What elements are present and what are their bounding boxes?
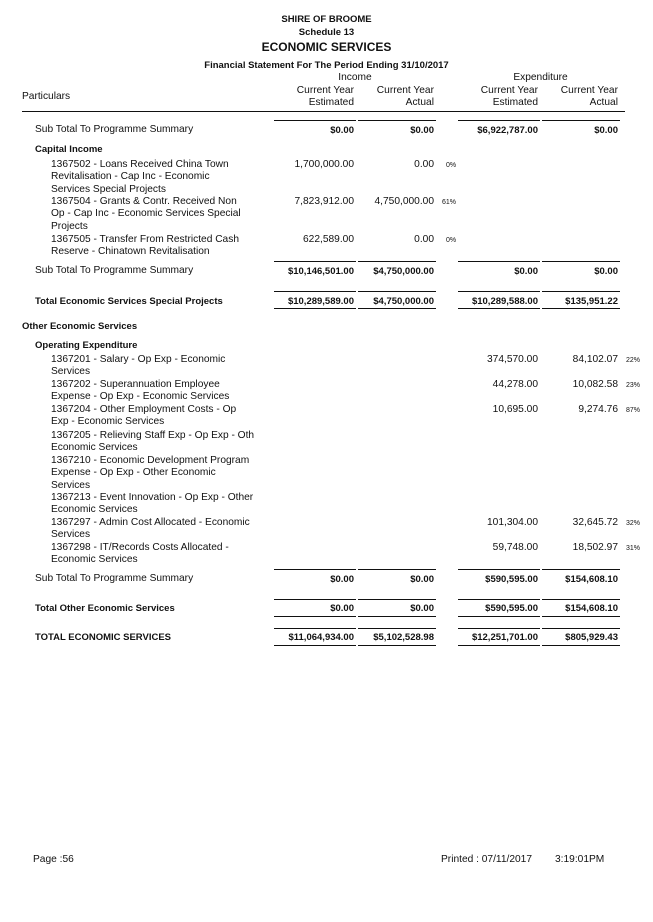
expenditure-header: Expenditure	[513, 72, 568, 83]
rule	[274, 291, 356, 292]
opex-row-label: 1367298 - IT/Records Costs Allocated - Economic Services	[51, 542, 229, 566]
period-title: Financial Statement For The Period Ending 31/10/2017	[204, 60, 449, 71]
rule	[542, 291, 620, 292]
org-name: SHIRE OF BROOME	[281, 14, 372, 25]
capital-row-label: 1367504 - Grants & Contr. Received Non Op - Cap Inc - Economic Services Special Projects	[51, 196, 241, 232]
opex-row-exp-est: 59,748.00	[492, 542, 538, 553]
exp-est-value: $12,251,701.00	[471, 632, 538, 643]
rule	[358, 120, 436, 121]
opex-row-pct: 22%	[626, 357, 641, 364]
rule	[358, 261, 436, 262]
capital-row-label: 1367505 - Transfer From Restricted Cash Reserve - Chinatown Revitalisation	[51, 234, 239, 258]
rule	[542, 308, 620, 309]
inc-est-value: $0.00	[330, 603, 354, 614]
particulars-header: Particulars	[22, 91, 71, 102]
rule	[542, 616, 620, 617]
opex-row-pct: 32%	[626, 520, 641, 527]
rule	[358, 569, 436, 570]
printed-date: Printed : 07/11/2017	[441, 854, 533, 865]
inc-act-header-line2: Actual	[405, 97, 434, 108]
capital-row-label: 1367502 - Loans Received China Town Revitalisation - Cap Inc - Economic Services Special Projects	[51, 159, 229, 195]
capital-row-inc-est: 1,700,000.00	[294, 159, 354, 170]
opex-row-label: 1367201 - Salary - Op Exp - Economic Services	[51, 354, 226, 378]
exp-est-value: $0.00	[514, 266, 538, 277]
inc-act-header-line1: Current Year	[376, 85, 434, 96]
exp-est-header-line1: Current Year	[480, 85, 538, 96]
exp-act-value: $805,929.43	[565, 632, 618, 643]
opex-row-exp-act: 84,102.07	[572, 354, 618, 365]
section-title: ECONOMIC SERVICES	[261, 40, 392, 54]
rule	[358, 291, 436, 292]
exp-act-value: $0.00	[594, 125, 618, 136]
opex-row-exp-est: 44,278.00	[492, 379, 538, 390]
schedule-label: Schedule 13	[298, 27, 355, 38]
opex-row-exp-est: 374,570.00	[487, 354, 538, 365]
rule	[458, 120, 540, 121]
rule	[542, 628, 620, 629]
exp-act-value: $135,951.22	[565, 296, 618, 307]
rule	[542, 120, 620, 121]
rule	[458, 645, 540, 646]
rule	[358, 599, 436, 600]
exp-est-value: $590,595.00	[485, 574, 538, 585]
opex-title: Operating Expenditure	[35, 340, 138, 351]
opex-row-exp-est: 10,695.00	[492, 404, 538, 415]
exp-est-value: $10,289,588.00	[471, 296, 538, 307]
opex-row-label: 1367210 - Economic Development Program Expense - Op Exp - Other Economic Services	[51, 455, 250, 491]
rule	[274, 599, 356, 600]
capital-row-inc-act: 0.00	[414, 159, 434, 170]
opex-row-pct: 87%	[626, 407, 641, 414]
capital-row-pct: 0%	[446, 162, 457, 169]
exp-est-value: $590,595.00	[485, 603, 538, 614]
opex-row-label: 1367204 - Other Employment Costs - Op Exp - Economic Services	[51, 404, 237, 428]
rule	[358, 628, 436, 629]
exp-est-value: $6,922,787.00	[477, 125, 538, 136]
opex-row-label: 1367205 - Relieving Staff Exp - Op Exp - Oth Economic Services	[51, 430, 255, 454]
exp-act-value: $154,608.10	[565, 603, 618, 614]
exp-act-value: $154,608.10	[565, 574, 618, 585]
inc-act-value: $0.00	[410, 574, 434, 585]
capital-row-pct: 0%	[446, 237, 457, 244]
rule	[274, 308, 356, 309]
row-label: Total Economic Services Special Projects	[35, 296, 223, 307]
rule	[458, 616, 540, 617]
capital-row-inc-est: 622,589.00	[303, 234, 354, 245]
rule	[358, 308, 436, 309]
inc-act-value: $4,750,000.00	[373, 266, 434, 277]
row-label: Sub Total To Programme Summary	[35, 265, 194, 276]
exp-act-value: $0.00	[594, 266, 618, 277]
opex-row-pct: 31%	[626, 545, 641, 552]
rule	[458, 291, 540, 292]
rule	[274, 628, 356, 629]
header-divider	[22, 111, 625, 112]
other-services-title: Other Economic Services	[22, 321, 138, 332]
exp-act-header-line1: Current Year	[560, 85, 618, 96]
capital-income-title: Capital Income	[35, 144, 103, 155]
inc-est-value: $10,146,501.00	[287, 266, 354, 277]
exp-est-header-line2: Estimated	[492, 97, 538, 108]
row-label: Total Other Economic Services	[35, 603, 175, 614]
inc-est-value: $11,064,934.00	[288, 632, 354, 643]
rule	[274, 569, 356, 570]
inc-est-value: $0.00	[330, 574, 354, 585]
rule	[458, 261, 540, 262]
rule	[542, 261, 620, 262]
row-label: TOTAL ECONOMIC SERVICES	[35, 632, 172, 643]
income-header: Income	[338, 72, 372, 83]
rule	[458, 628, 540, 629]
opex-row-label: 1367297 - Admin Cost Allocated - Economic Services	[51, 517, 250, 541]
opex-row-label: 1367202 - Superannuation Employee Expense - Op Exp - Economic Services	[51, 379, 230, 403]
page-number: Page :56	[33, 854, 74, 865]
row-label: Sub Total To Programme Summary	[35, 573, 194, 584]
rule	[458, 308, 540, 309]
inc-act-value: $4,750,000.00	[373, 296, 434, 307]
rule	[458, 569, 540, 570]
rule	[542, 645, 620, 646]
rule	[274, 645, 356, 646]
rule	[358, 645, 436, 646]
opex-row-exp-act: 32,645.72	[572, 517, 618, 528]
opex-row-pct: 23%	[626, 382, 641, 389]
capital-row-inc-est: 7,823,912.00	[294, 196, 354, 207]
capital-row-inc-act: 4,750,000.00	[374, 196, 434, 207]
opex-row-exp-act: 18,502.97	[572, 542, 618, 553]
rule	[358, 616, 436, 617]
capital-row-pct: 61%	[442, 199, 457, 206]
inc-est-value: $0.00	[330, 125, 354, 136]
opex-row-exp-est: 101,304.00	[487, 517, 538, 528]
rule	[542, 569, 620, 570]
inc-act-value: $5,102,528.98	[373, 632, 434, 643]
capital-row-inc-act: 0.00	[414, 234, 434, 245]
inc-act-value: $0.00	[410, 603, 434, 614]
row-label: Sub Total To Programme Summary	[35, 124, 194, 135]
printed-time: 3:19:01PM	[555, 854, 605, 865]
opex-row-exp-act: 10,082.58	[572, 379, 618, 390]
opex-row-exp-act: 9,274.76	[578, 404, 618, 415]
rule	[542, 599, 620, 600]
rule	[458, 599, 540, 600]
inc-est-header-line1: Current Year	[296, 85, 354, 96]
rule	[274, 616, 356, 617]
inc-est-header-line2: Estimated	[308, 97, 354, 108]
inc-est-value: $10,289,589.00	[287, 296, 354, 307]
opex-row-label: 1367213 - Event Innovation - Op Exp - Other Economic Services	[51, 492, 254, 516]
rule	[274, 261, 356, 262]
inc-act-value: $0.00	[410, 125, 434, 136]
rule	[274, 120, 356, 121]
exp-act-header-line2: Actual	[589, 97, 618, 108]
